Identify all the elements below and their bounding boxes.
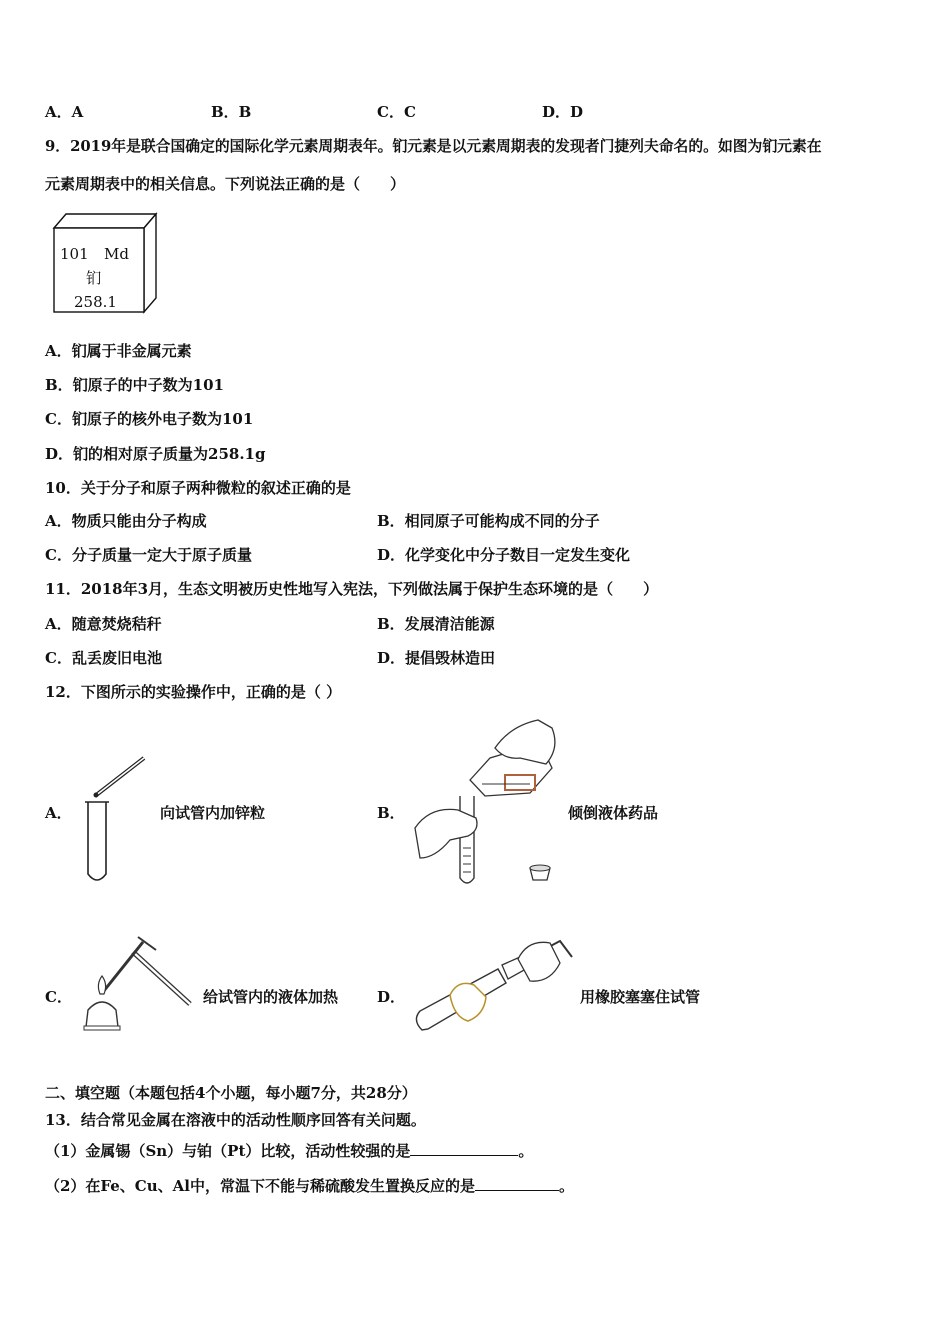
- q11-option-a: A．随意焚烧秸秆: [45, 615, 162, 633]
- q13-part2-text: （2）在Fe、Cu、Al中，常温下不能与稀硫酸发生置换反应的是: [45, 1177, 475, 1195]
- q10-option-b: B．相同原子可能构成不同的分子: [377, 512, 600, 530]
- section-2-title: 二、填空题（本题包括4个小题，每小题7分，共28分）: [45, 1084, 417, 1102]
- q9-option-c: C．钔原子的核外电子数为101: [45, 410, 254, 428]
- q9-option-b: B．钔原子的中子数为101: [45, 376, 224, 394]
- q8-option-d: D．D: [542, 103, 584, 121]
- q13-part1: [45, 1141, 533, 1161]
- element-mass: 258.1: [74, 293, 117, 311]
- q13-part1-blank[interactable]: [410, 1141, 518, 1156]
- q13-part1-end: 。: [518, 1142, 534, 1160]
- pour-liquid-illustration: [410, 718, 560, 888]
- q10-option-c: C．分子质量一定大于原子质量: [45, 546, 252, 564]
- q13-part2-blank[interactable]: [475, 1176, 559, 1191]
- q12-option-b-letter: B．: [377, 804, 405, 822]
- q12-option-a-letter: A．: [45, 804, 72, 822]
- q13-part1-text: （1）金属锡（Sn）与铂（Pt）比较，活动性较强的是: [45, 1142, 411, 1160]
- q8-option-b: B．B: [211, 103, 252, 121]
- q9-option-d: D．钔的相对原子质量为258.1g: [45, 445, 266, 463]
- q8-option-a: A．A: [45, 103, 84, 121]
- q9-option-a: A．钔属于非金属元素: [45, 342, 192, 360]
- q13-part2: [45, 1176, 574, 1196]
- q11-option-c: C．乱丢废旧电池: [45, 649, 162, 667]
- q12-option-c-letter: C．: [45, 988, 72, 1006]
- q13-part2-end: 。: [559, 1177, 575, 1195]
- q12-option-a-caption: 向试管内加锌粒: [160, 804, 266, 822]
- q10-option-a: A．物质只能由分子构成: [45, 512, 207, 530]
- q12-option-d-caption: 用橡胶塞塞住试管: [580, 988, 701, 1006]
- q9-stem-line2: 元素周期表中的相关信息。下列说法正确的是（ ）: [45, 175, 406, 193]
- q12-option-c-caption: 给试管内的液体加热: [203, 988, 339, 1006]
- q13-stem: 13．结合常见金属在溶液中的活动性顺序回答有关问题。: [45, 1111, 426, 1129]
- q11-option-d: D．提倡毁林造田: [377, 649, 496, 667]
- q10-option-d: D．化学变化中分子数目一定发生变化: [377, 546, 631, 564]
- q10-stem: 10．关于分子和原子两种微粒的叙述正确的是: [45, 479, 351, 497]
- q8-option-c: C．C: [377, 103, 416, 121]
- element-number: 101: [60, 245, 89, 263]
- q9-stem-line1: 9．2019年是联合国确定的国际化学元素周期表年。钔元素是以元素周期表的发现者门捷列夫命名的。如图为钔元素在: [45, 138, 822, 155]
- element-name: 钔: [86, 269, 102, 287]
- zinc-into-tube-illustration: [80, 752, 160, 887]
- stopper-tube-illustration: [410, 935, 580, 1040]
- q11-stem: 11．2018年3月，生态文明被历史性地写入宪法，下列做法属于保护生态环境的是（ ）: [45, 580, 659, 598]
- q12-option-b-caption: 倾倒液体药品: [568, 804, 659, 822]
- heat-liquid-illustration: [78, 932, 198, 1037]
- element-symbol: Md: [104, 245, 129, 263]
- q11-option-b: B．发展清洁能源: [377, 615, 495, 633]
- q12-option-d-letter: D．: [377, 988, 406, 1006]
- q12-stem: 12．下图所示的实验操作中，正确的是（ ）: [45, 683, 342, 701]
